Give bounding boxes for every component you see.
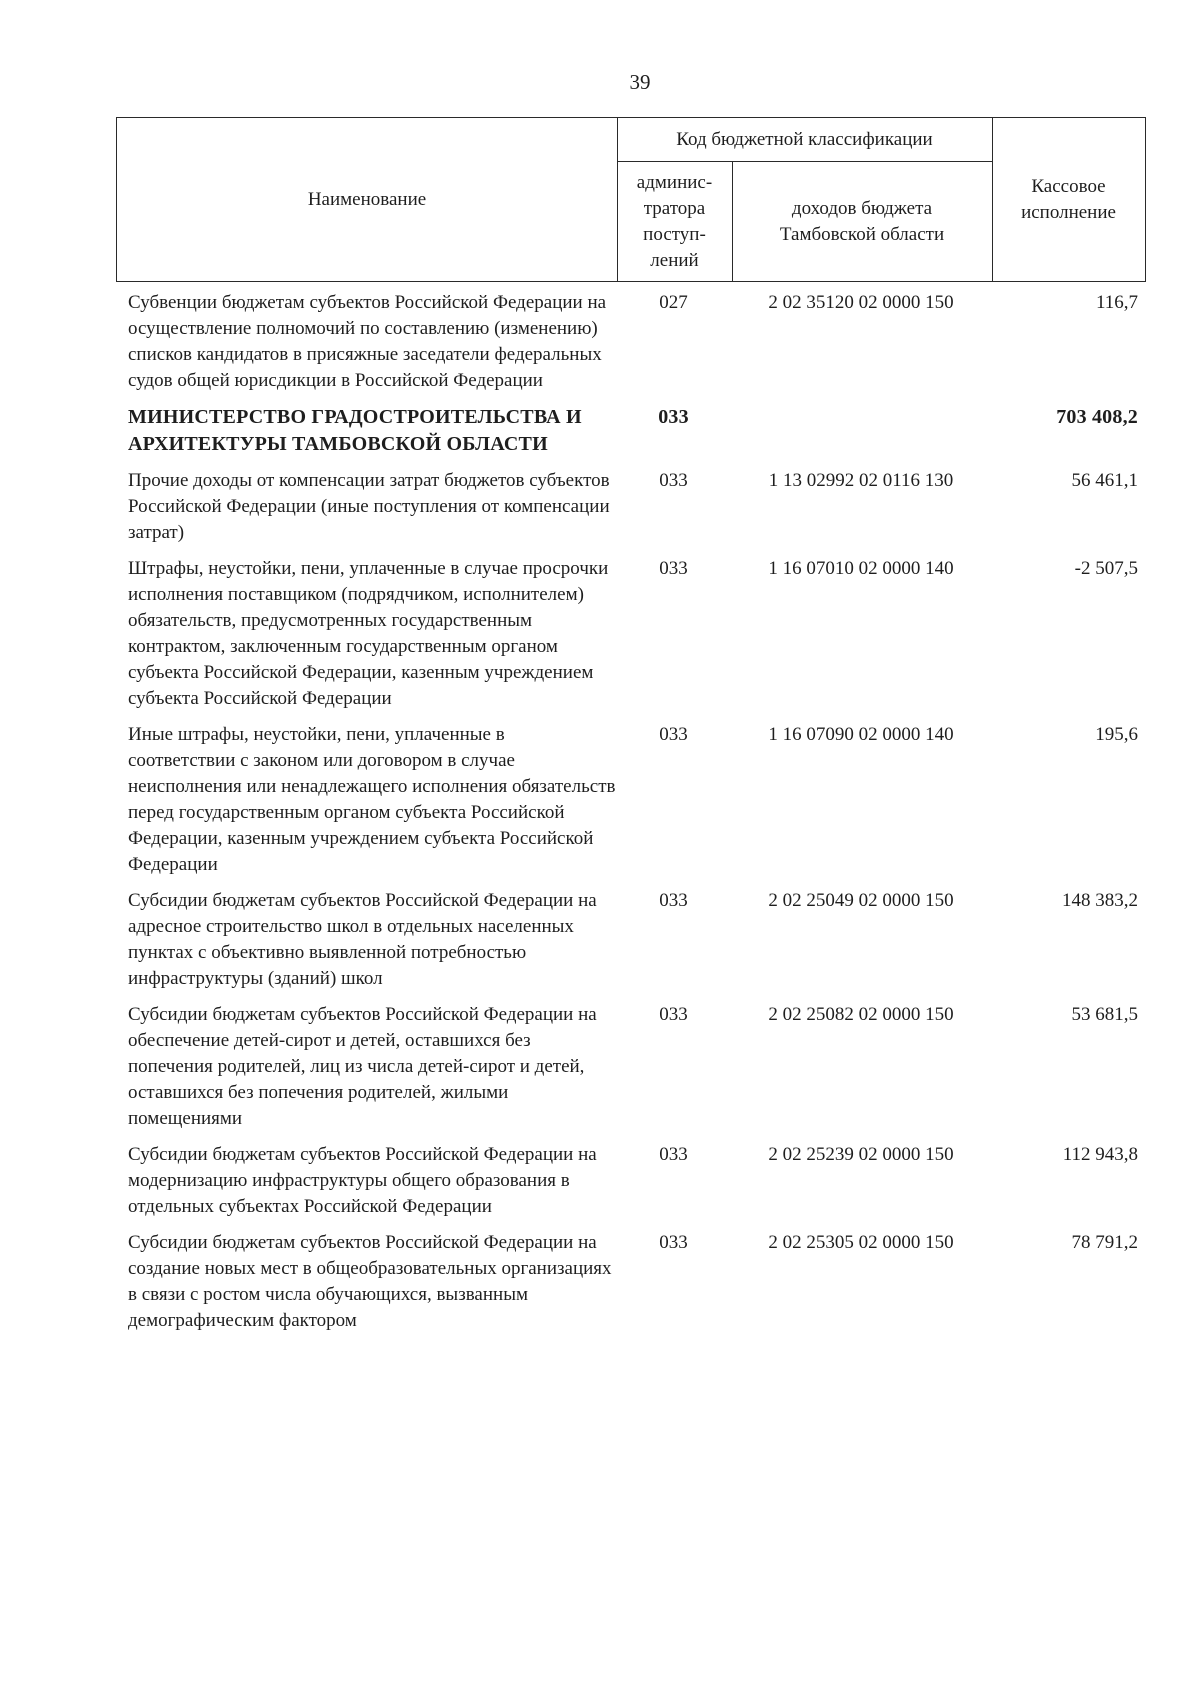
row-admin-code: 033	[659, 724, 688, 745]
table-row	[116, 888, 1146, 992]
row-sum: -2 507,5	[1074, 558, 1138, 579]
header-income	[732, 162, 992, 281]
row-name: МИНИСТЕРСТВО ГРАДОСТРОИТЕЛЬСТВА И АРХИТЕКТУРЫ ТАМБОВСКОЙ ОБЛАСТИ	[128, 406, 582, 455]
header-admin-line: поступ-	[643, 223, 706, 245]
row-sum: 53 681,5	[1071, 1004, 1138, 1025]
header-sum	[992, 118, 1145, 281]
row-income-code: 2 02 25239 02 0000 150	[768, 1144, 954, 1165]
row-sum: 195,6	[1095, 724, 1138, 745]
row-admin-code: 033	[658, 406, 689, 428]
header-budget-code: Код бюджетной классификации	[676, 128, 933, 150]
row-admin-code: 033	[659, 470, 688, 491]
row-name: Иные штрафы, неустойки, пени, уплаченные в соответствии с законом или договором в случае неисполнения или ненадлежащего исполнения обязательств перед государственным органом субъекта Российской Федерации, казенным учреждением субъекта Российской Федерации	[128, 724, 616, 875]
row-name: Штрафы, неустойки, пени, уплаченные в случае просрочки исполнения поставщиком (подрядчиком, исполнителем) обязательств, предусмотренных государственным контрактом, заключенным государственным органом субъекта Российской Федерации, казенным учреждением субъекта Российской Федерации	[128, 558, 609, 709]
row-sum: 116,7	[1095, 292, 1138, 313]
row-income-code: 2 02 35120 02 0000 150	[768, 292, 954, 313]
table-row	[116, 290, 1146, 394]
header-admin	[617, 162, 732, 281]
row-sum: 703 408,2	[1056, 406, 1138, 428]
row-income-code: 1 13 02992 02 0116 130	[768, 470, 954, 491]
table-row	[116, 722, 1146, 878]
row-name: Субсидии бюджетам субъектов Российской Федерации на обеспечение детей-сирот и детей, оставшихся без попечения родителей, лиц из числа детей-сирот и детей, оставшихся без попечения родителей, жилыми помещениями	[128, 1004, 597, 1129]
table-body	[116, 290, 1146, 1344]
header-income-line: доходов бюджета	[791, 197, 933, 219]
row-name: Субсидии бюджетам субъектов Российской Федерации на создание новых мест в общеобразовательных организациях в связи с ростом числа обучающихся, вызванным демографическим фактором	[128, 1232, 612, 1331]
row-sum: 148 383,2	[1062, 890, 1138, 911]
row-income-code: 1 16 07090 02 0000 140	[768, 724, 954, 745]
page-number: 39	[629, 70, 651, 94]
table-row	[116, 404, 1146, 458]
row-admin-code: 033	[659, 1144, 688, 1165]
table-row	[116, 556, 1146, 712]
table-row	[116, 1142, 1146, 1220]
row-admin-code: 033	[659, 890, 688, 911]
row-admin-code: 033	[659, 558, 688, 579]
row-admin-code: 027	[659, 292, 688, 313]
table-header	[116, 117, 1146, 282]
table-row	[116, 1002, 1146, 1132]
header-sum-line: исполнение	[1021, 201, 1116, 223]
row-name: Субсидии бюджетам субъектов Российской Федерации на адресное строительство школ в отдельных населенных пунктах с объективно выявленной потребностью инфраструктуры (зданий) школ	[128, 890, 597, 989]
table-row	[116, 1230, 1146, 1334]
row-income-code: 1 16 07010 02 0000 140	[768, 558, 954, 579]
row-name: Субсидии бюджетам субъектов Российской Федерации на модернизацию инфраструктуры общего образования в отдельных субъектах Российской Федерации	[128, 1144, 597, 1217]
header-income-line: Тамбовской области	[779, 223, 945, 245]
header-sum-line: Кассовое	[1031, 175, 1106, 197]
row-income-code: 2 02 25049 02 0000 150	[768, 890, 954, 911]
row-name: Прочие доходы от компенсации затрат бюджетов субъектов Российской Федерации (иные поступления от компенсации затрат)	[128, 470, 610, 543]
row-admin-code: 033	[659, 1232, 688, 1253]
table-row	[116, 468, 1146, 546]
row-name: Субвенции бюджетам субъектов Российской Федерации на осуществление полномочий по составлению (изменению) списков кандидатов в присяжные заседатели федеральных судов общей юрисдикции в Российской Федерации	[128, 292, 607, 391]
row-sum: 112 943,8	[1062, 1144, 1138, 1165]
row-admin-code: 033	[659, 1004, 688, 1025]
row-sum: 56 461,1	[1071, 470, 1138, 491]
row-sum: 78 791,2	[1071, 1232, 1138, 1253]
row-income-code: 2 02 25305 02 0000 150	[768, 1232, 954, 1253]
header-admin-line: админис-	[636, 171, 713, 193]
header-admin-line: тратора	[643, 197, 706, 219]
header-name: Наименование	[307, 188, 427, 210]
header-admin-line: лений	[650, 249, 699, 271]
row-income-code: 2 02 25082 02 0000 150	[768, 1004, 954, 1025]
